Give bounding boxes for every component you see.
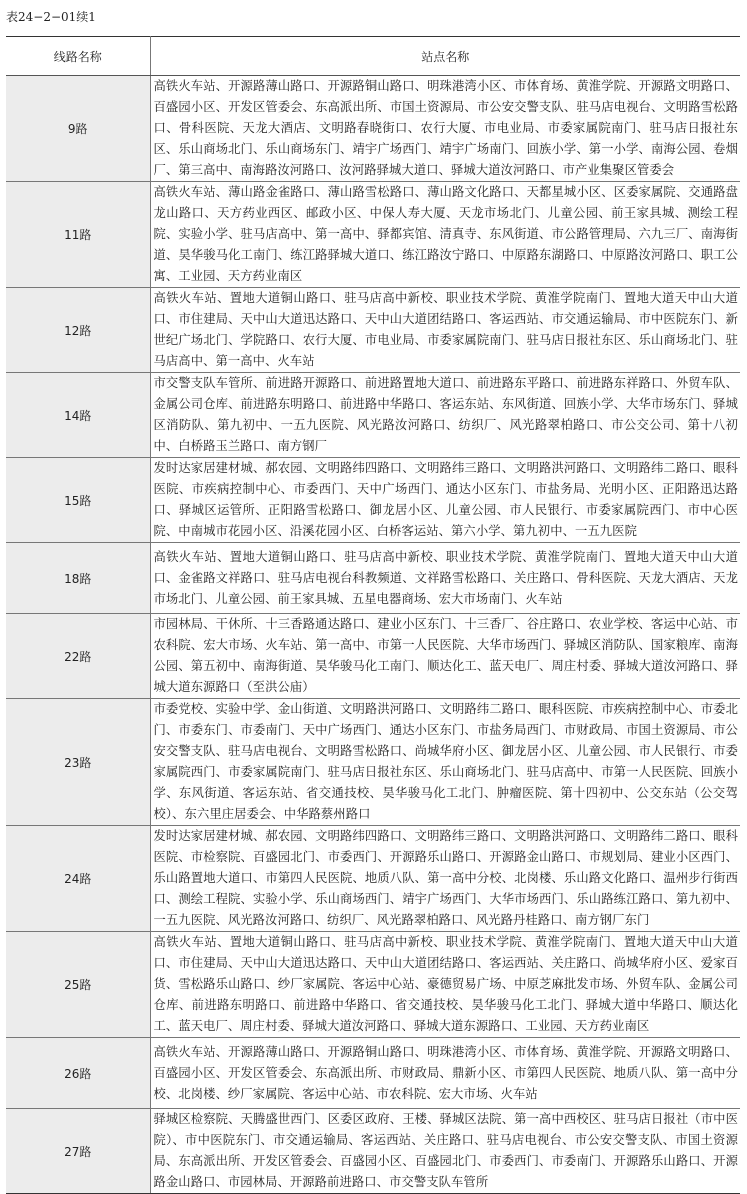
route-name-cell: 25路 [6, 932, 150, 1038]
bus-routes-table [6, 36, 740, 1194]
route-name-cell: 14路 [6, 373, 150, 458]
table-row [6, 1038, 740, 1109]
stops-cell: 高铁火车站、开源路薄山路口、开源路铜山路口、明珠港湾小区、市体育场、黄淮学院、开源路文明路口、百盛园小区、开发区管委会、东高派出所、市国土资源局、市公安交警支队、驻马店电视台、文明路雪松路口、骨科医院、天龙大酒店、文明路春晓街口、农行大厦、市电业局、市委家属院南门、驻马店日报社东区、乐山商场北门、乐山商场东门、靖宇广场西门、靖宇广场南门、回族小学、第一小学、南海公园、卷烟厂、第三高中、南海路汝河路口、汝河路驿城大道口、驿城大道汝河路口、市产业集聚区管委会 [150, 76, 740, 182]
stops-cell: 市委党校、实验中学、金山街道、文明路洪河路口、文明路纬二路口、眼科医院、市疾病控制中心、市委北门、市委东门、市委南门、天中广场西门、通达小区东门、市盐务局西门、市财政局、市国土资源局、市公安交警支队、驻马店电视台、文明路雪松路口、尚城华府小区、御龙居小区、儿童公园、市人民银行、市委家属院西门、市委家属院南门、驻马店日报社东区、乐山商场北门、驻马店高中、市第一人民医院、回族小学、东风街道、客运东站、省交通技校、昊华骏马化工北门、肿瘤医院、第十四初中、公交东站（公交驾校）、东六里庄居委会、中华路蔡州路口 [150, 699, 740, 826]
stops-cell: 高铁火车站、开源路薄山路口、开源路铜山路口、明珠港湾小区、市体育场、黄淮学院、开源路文明路口、百盛园小区、开发区管委会、东高派出所、市财政局、鼎新小区、市第四人民医院、地质八队、第一高中分校、北岗楼、纱厂家属院、客运中心站、市农科院、宏大市场、火车站 [150, 1038, 740, 1109]
table-row [6, 826, 740, 932]
table-row [6, 288, 740, 373]
table-row [6, 1109, 740, 1194]
route-name-cell: 15路 [6, 458, 150, 543]
stops-cell: 发时达家居建材城、郝农园、文明路纬四路口、文明路纬三路口、文明路洪河路口、文明路纬二路口、眼科医院、市疾病控制中心、市委西门、天中广场西门、通达小区东门、市盐务局、光明小区、正阳路迅达路口、驿城区运管所、正阳路雪松路口、御龙居小区、儿童公园、市人民银行、市委家属院西门、市中心医院、中南城市花园小区、沿溪花园小区、白桥客运站、第六小学、第九初中、一五九医院 [150, 458, 740, 543]
stops-cell: 高铁火车站、薄山路金雀路口、薄山路雪松路口、薄山路文化路口、天都星城小区、区委家属院、交通路盘龙山路口、天方药业西区、邮政小区、中保人寿大厦、天龙市场北门、儿童公园、前王家具城、测绘工程院、实验小学、驻马店高中、第一高中、驿都宾馆、清真寺、东风街道、市公路管理局、六九三厂、南海街道、昊华骏马化工南门、练江路驿城大道口、练江路汝宁路口、中原路东湖路口、中原路汝河路口、职工公寓、工业园、天方药业南区 [150, 182, 740, 288]
stops-cell: 高铁火车站、置地大道铜山路口、驻马店高中新校、职业技术学院、黄淮学院南门、置地大道天中山大道口、市住建局、天中山大道迅达路口、天中山大道团结路口、客运西站、市交通运输局、市中医院东门、新世纪广场北门、学院路口、农行大厦、市电业局、市委家属院南门、驻马店日报社东区、乐山商场北门、驻马店高中、第一高中、火车站 [150, 288, 740, 373]
route-name-cell: 23路 [6, 699, 150, 826]
stops-cell: 市交警支队车管所、前进路开源路口、前进路置地大道口、前进路东平路口、前进路东祥路口、外贸车队、金属公司仓库、前进路东明路口、前进路中华路口、客运东站、东风街道、回族小学、大华市场东门、驿城区消防队、第九初中、一五九医院、风光路汝河路口、纺织厂、风光路翠柏路口、市公交公司、第十八初中、白桥路玉兰路口、南方钢厂 [150, 373, 740, 458]
stops-cell: 高铁火车站、置地大道铜山路口、驻马店高中新校、职业技术学院、黄淮学院南门、置地大道天中山大道口、金雀路文祥路口、驻马店电视台科教频道、文祥路雪松路口、关庄路口、骨科医院、天龙大酒店、天龙市场北门、儿童公园、前王家具城、五星电器商场、宏大市场南门、火车站 [150, 543, 740, 614]
table-row [6, 76, 740, 182]
route-name-cell: 22路 [6, 614, 150, 699]
table-caption: 表24−2−01续1 [6, 10, 96, 24]
route-name-cell: 27路 [6, 1109, 150, 1194]
stops-cell: 发时达家居建材城、郝农园、文明路纬四路口、文明路纬三路口、文明路洪河路口、文明路纬二路口、眼科医院、市检察院、百盛园北门、市委西门、开源路乐山路口、开源路金山路口、市规划局、建业小区西门、乐山路置地大道口、市第四人民医院、地质八队、第一高中分校、北岗楼、乐山路文化路口、温州步行街西口、测绘工程院、实验小学、乐山商场西门、靖宇广场西门、大华市场西门、乐山路练江路口、第九初中、一五九医院、风光路汝河路口、纺织厂、风光路翠柏路口、风光路丹桂路口、南方钢厂东门 [150, 826, 740, 932]
stops-cell: 市园林局、干休所、十三香路通达路口、建业小区东门、十三香厂、谷庄路口、农业学校、客运中心站、市农科院、宏大市场、火车站、第一高中、市第一人民医院、大华市场西门、驿城区消防队、国家粮库、南海公园、第五初中、南海街道、昊华骏马化工南门、顺达化工、蓝天电厂、周庄村委、驿城大道汝河路口、驿城大道东源路口（至洪公庙） [150, 614, 740, 699]
route-name-cell: 26路 [6, 1038, 150, 1109]
table-header-row [6, 37, 740, 76]
table-row [6, 543, 740, 614]
table-row [6, 699, 740, 826]
route-name-cell: 12路 [6, 288, 150, 373]
route-name-cell: 11路 [6, 182, 150, 288]
table-row [6, 458, 740, 543]
route-name-cell: 18路 [6, 543, 150, 614]
column-header-stop-names: 站点名称 [150, 37, 740, 76]
table-row [6, 373, 740, 458]
stops-cell: 高铁火车站、置地大道铜山路口、驻马店高中新校、职业技术学院、黄淮学院南门、置地大道天中山大道口、市住建局、天中山大道迅达路口、天中山大道团结路口、客运西站、关庄路口、尚城华府小区、爱家百货、雪松路乐山路口、纱厂家属院、客运中心站、豪德贸易广场、中原芝麻批发市场、外贸车队、金属公司仓库、前进路东明路口、前进路中华路口、省交通技校、昊华骏马化工北门、驿城大道中华路口、顺达化工、蓝天电厂、周庄村委、驿城大道汝河路口、驿城大道东源路口、工业园、天方药业南区 [150, 932, 740, 1038]
column-header-route-name: 线路名称 [6, 37, 150, 76]
table-row [6, 932, 740, 1038]
route-name-cell: 9路 [6, 76, 150, 182]
stops-cell: 驿城区检察院、天腾盛世西门、区委区政府、王楼、驿城区法院、第一高中西校区、驻马店日报社（市中医院）、市中医院东门、市交通运输局、客运西站、关庄路口、驻马店电视台、市公安交警支队、市国土资源局、东高派出所、开发区管委会、百盛园小区、百盛园北门、市委西门、市委南门、开源路乐山路口、开源路金山路口、市园林局、开源路前进路口、市交警支队车管所 [150, 1109, 740, 1194]
table-row [6, 182, 740, 288]
route-name-cell: 24路 [6, 826, 150, 932]
table-row [6, 614, 740, 699]
